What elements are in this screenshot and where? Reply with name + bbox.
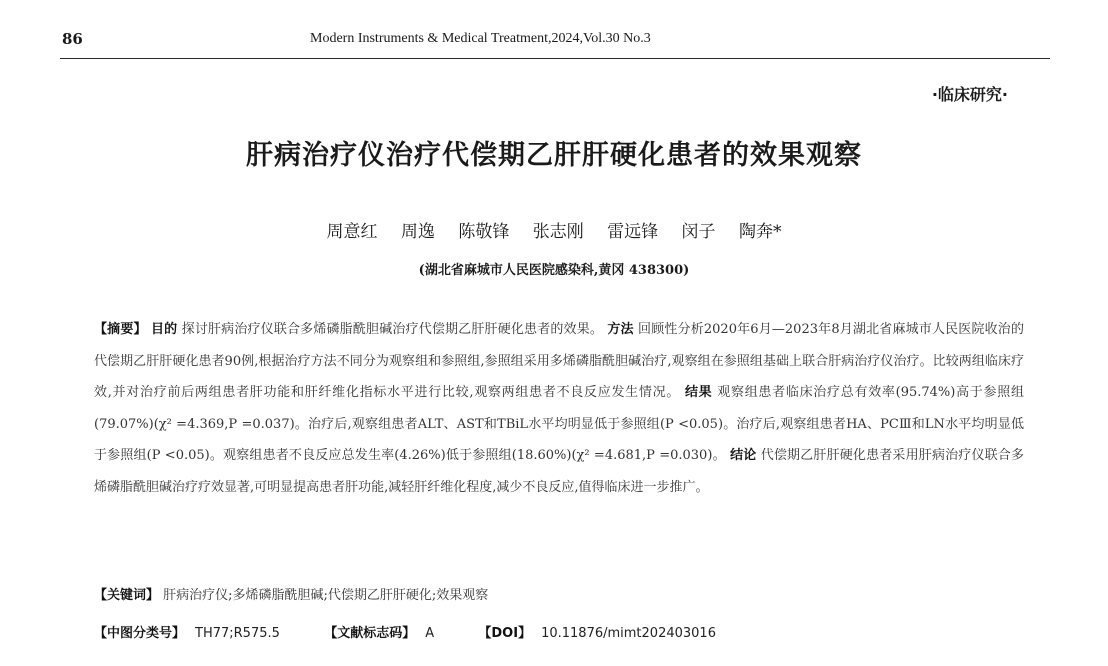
results-label: 结果 [684, 385, 713, 400]
doc-code-value: A [425, 626, 435, 641]
author-affiliation: (湖北省麻城市人民医院感染科,黄冈 438300) [418, 263, 690, 278]
methods-text: 回顾性分析2020年6月—2023年8月湖北省麻城市人民医院收治的代偿期乙肝肝硬化患者90例,根据治疗方法不同分为观察组和参照组,参照组采用多烯磷脂酰胆碱治疗,观察组在参照组基础上联合肝病治疗仪治疗。比较两组临床疗效,并对治疗前后两组患者肝功能和肝纤维化指标水平进行比较,观察两组患者不良反应发生情况。 [94, 322, 1024, 400]
author-list: 周意红 周逸 陈敬锋 张志刚 雷远锋 闵子 陶奔* [326, 222, 782, 242]
abstract-label: 【摘要】 [94, 322, 147, 337]
conclusion-label: 结论 [730, 448, 757, 463]
page-number: 86 [62, 30, 83, 48]
results-text: 观察组患者临床治疗总有效率(95.74%)高于参照组(79.07%)(χ² =4.369,P =0.037)。治疗后,观察组患者ALT、AST和TBiL水平均明显低于参照组(P <0.05)。治疗后,观察组患者HA、PCⅢ和LN水平均明显低于参照组(P <0.05)。观察组患者不良反应总发生率(4.26%)低于参照组(18.60%)(χ² =4.681,P =0.030)。 [94, 385, 1024, 463]
section-tag: ·临床研究· [931, 85, 1008, 104]
running-header [60, 28, 1050, 59]
abstract [94, 314, 1024, 503]
objective-text: 探讨肝病治疗仪联合多烯磷脂酰胆碱治疗代偿期乙肝肝硬化患者的效果。 [181, 322, 604, 337]
clc-label: 【中图分类号】 [94, 626, 186, 641]
doi-value: 10.11876/mimt202403016 [541, 626, 716, 641]
doc-code-label: 【文献标志码】 [324, 626, 416, 641]
journal-citation: Modern Instruments & Medical Treatment,2024,Vol.30 No.3 [310, 31, 651, 46]
classification-line [94, 622, 1024, 641]
keywords-text: 肝病治疗仪;多烯磷脂酰胆碱;代偿期乙肝肝硬化;效果观察 [163, 588, 489, 603]
doi-label: 【DOI】 [478, 626, 532, 641]
clc-value: TH77;R575.5 [195, 626, 280, 641]
keywords-line [94, 584, 488, 603]
methods-label: 方法 [607, 322, 634, 337]
article-title: 肝病治疗仪治疗代偿期乙肝肝硬化患者的效果观察 [246, 140, 862, 171]
objective-label: 目的 [151, 322, 178, 337]
conclusion-text: 代偿期乙肝肝硬化患者采用肝病治疗仪联合多烯磷脂酰胆碱治疗疗效显著,可明显提高患者肝功能,减轻肝纤维化程度,减少不良反应,值得临床进一步推广。 [94, 448, 1024, 495]
keywords-label: 【关键词】 [94, 588, 160, 603]
